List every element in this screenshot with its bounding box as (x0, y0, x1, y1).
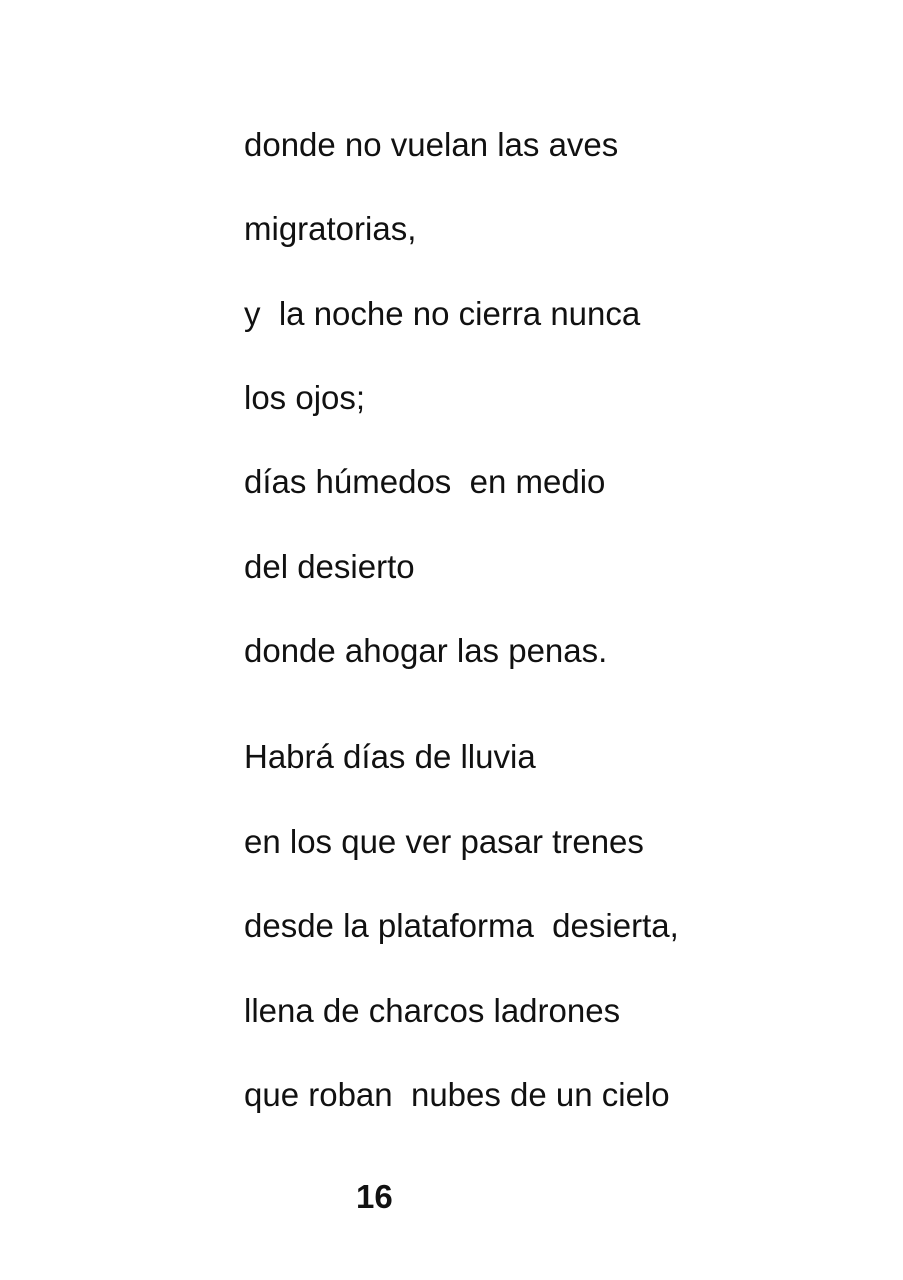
poem-line: que roban nubes de un cielo (244, 1076, 670, 1113)
poem-line: Habrá días de lluvia (244, 738, 536, 775)
poem-line: y la noche no cierra nunca (244, 295, 641, 332)
poem-line: donde ahogar las penas. (244, 632, 608, 669)
poem-line: desde la plataforma desierta, (244, 907, 679, 944)
poem-line: días húmedos en medio (244, 463, 606, 500)
poem-line: del desierto (244, 548, 415, 585)
poem-line: los ojos; (244, 379, 366, 416)
poem-line: donde no vuelan las aves (244, 126, 619, 163)
poem-line: migratorias, (244, 210, 417, 247)
poem-line: llena de charcos ladrones (244, 992, 621, 1029)
page-number: 16 (356, 1178, 393, 1215)
poem-line: en los que ver pasar trenes (244, 823, 644, 860)
